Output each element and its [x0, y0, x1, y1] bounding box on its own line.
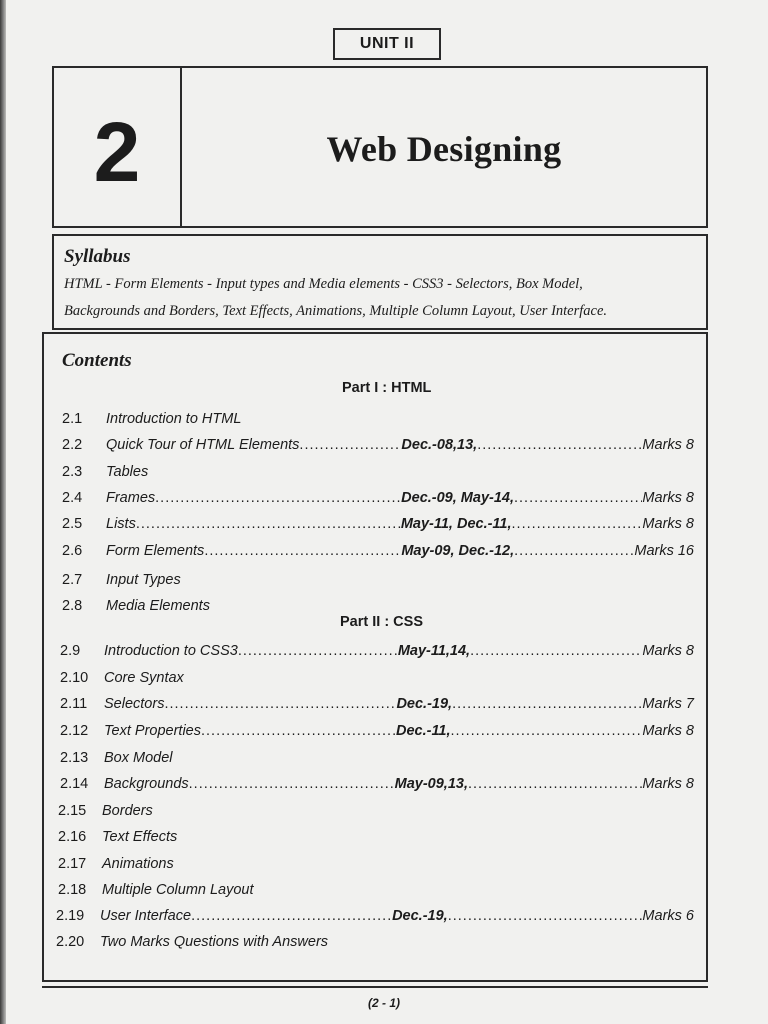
section-title: Box Model [104, 750, 173, 766]
exam-dates: May-11, Dec.-11, [400, 516, 512, 532]
section-number: 2.16 [58, 829, 87, 845]
leader-dots [468, 776, 642, 792]
section-number: 2.10 [60, 670, 89, 686]
contents-row [60, 670, 184, 686]
contents-row [62, 516, 694, 532]
bottom-rule [42, 986, 708, 988]
contents-row [62, 543, 694, 559]
leader-dots [448, 908, 643, 924]
contents-row [56, 934, 328, 950]
leader-dots [238, 643, 398, 659]
syllabus-line-1: HTML - Form Elements - Input types and Media elements - CSS3 - Selectors, Box Model, [64, 276, 583, 292]
section-title: Text Effects [102, 829, 178, 845]
leader-dots [189, 776, 395, 792]
section-title: Borders [102, 803, 153, 819]
section-number: 2.14 [60, 776, 89, 792]
exam-dates: Dec.-19, [396, 696, 453, 712]
leader-dots [204, 543, 401, 559]
leader-dots [299, 437, 401, 453]
section-title: Introduction to CSS3 [104, 643, 238, 659]
leader-dots [164, 696, 396, 712]
exam-dates: May-09, Dec.-12, [401, 543, 515, 559]
section-number: 2.11 [60, 696, 88, 712]
chapter-header [52, 66, 708, 228]
marks-label: Marks 7 [642, 696, 694, 712]
section-title: Tables [106, 464, 149, 480]
leader-dots [512, 516, 643, 532]
contents-row [62, 572, 181, 588]
leader-dots [191, 908, 392, 924]
section-number: 2.6 [62, 543, 83, 559]
marks-label: Marks 6 [642, 908, 694, 924]
syllabus-line-2: Backgrounds and Borders, Text Effects, Animations, Multiple Column Layout, User Interface. [64, 303, 608, 319]
leader-dots [201, 723, 396, 739]
marks-label: Marks 8 [642, 490, 694, 506]
page-number: (2 - 1) [367, 996, 400, 1010]
contents-row [62, 464, 148, 480]
marks-label: Marks 8 [642, 776, 694, 792]
contents-row [60, 776, 694, 792]
contents-row [60, 723, 694, 739]
section-title: Quick Tour of HTML Elements [106, 437, 300, 453]
contents-row [62, 490, 694, 506]
section-title: Lists [106, 516, 136, 532]
section-number: 2.18 [58, 882, 87, 898]
page-binding-edge [0, 0, 6, 1024]
section-number: 2.8 [62, 598, 83, 614]
contents-row [60, 696, 694, 712]
contents-row [58, 856, 174, 872]
exam-dates: Dec.-08,13, [401, 437, 478, 453]
leader-dots [514, 490, 642, 506]
leader-dots [155, 490, 401, 506]
contents-row [60, 643, 694, 659]
marks-label: Marks 8 [642, 723, 694, 739]
section-title: User Interface [100, 908, 192, 924]
chapter-number: 2 [54, 68, 182, 226]
section-number: 2.20 [56, 934, 85, 950]
leader-dots [452, 696, 642, 712]
section-title: Selectors [104, 696, 165, 712]
contents-row [62, 411, 241, 427]
contents-row [58, 803, 153, 819]
section-title: Media Elements [106, 598, 210, 614]
section-title: Core Syntax [104, 670, 184, 686]
section-number: 2.2 [62, 437, 83, 453]
contents-row [60, 750, 173, 766]
section-number: 2.13 [60, 750, 89, 766]
section-title: Backgrounds [104, 776, 189, 792]
marks-label: Marks 8 [642, 643, 694, 659]
section-number: 2.4 [62, 490, 83, 506]
syllabus-box [52, 234, 708, 330]
marks-label: Marks 8 [642, 437, 694, 453]
marks-label: Marks 8 [642, 516, 694, 532]
leader-dots [470, 643, 642, 659]
contents-row [62, 437, 694, 453]
contents-row [58, 882, 254, 898]
section-title: Two Marks Questions with Answers [100, 934, 329, 950]
contents-row [58, 829, 177, 845]
section-number: 2.9 [60, 643, 81, 659]
syllabus-heading: Syllabus [64, 246, 131, 267]
contents-box [42, 332, 708, 982]
contents-row [62, 598, 210, 614]
section-number: 2.1 [62, 411, 83, 427]
section-title: Introduction to HTML [106, 411, 242, 427]
contents-heading: Contents [62, 350, 132, 371]
unit-label: UNIT II [333, 28, 441, 60]
section-number: 2.19 [56, 908, 85, 924]
section-number: 2.5 [62, 516, 83, 532]
exam-dates: May-11,14, [397, 643, 471, 659]
section-title: Input Types [106, 572, 181, 588]
section-number: 2.3 [62, 464, 83, 480]
section-title: Text Properties [104, 723, 201, 739]
section-number: 2.12 [60, 723, 89, 739]
section-number: 2.7 [62, 572, 83, 588]
section-title: Multiple Column Layout [102, 882, 254, 898]
part-heading-css: Part II : CSS [340, 614, 423, 630]
section-number: 2.17 [58, 856, 87, 872]
leader-dots [451, 723, 643, 739]
section-title: Form Elements [106, 543, 205, 559]
part-heading-html: Part I : HTML [342, 380, 432, 396]
contents-row [56, 908, 694, 924]
exam-dates: Dec.-09, May-14, [401, 490, 514, 506]
section-title: Frames [106, 490, 156, 506]
exam-dates: Dec.-19, [392, 908, 448, 924]
leader-dots [477, 437, 642, 453]
leader-dots [136, 516, 401, 532]
chapter-title: Web Designing [326, 129, 562, 169]
exam-dates: May-09,13, [394, 776, 468, 792]
exam-dates: Dec.-11, [395, 723, 451, 739]
leader-dots [514, 543, 634, 559]
section-number: 2.15 [58, 803, 87, 819]
section-title: Animations [102, 856, 174, 872]
marks-label: Marks 16 [634, 543, 694, 559]
